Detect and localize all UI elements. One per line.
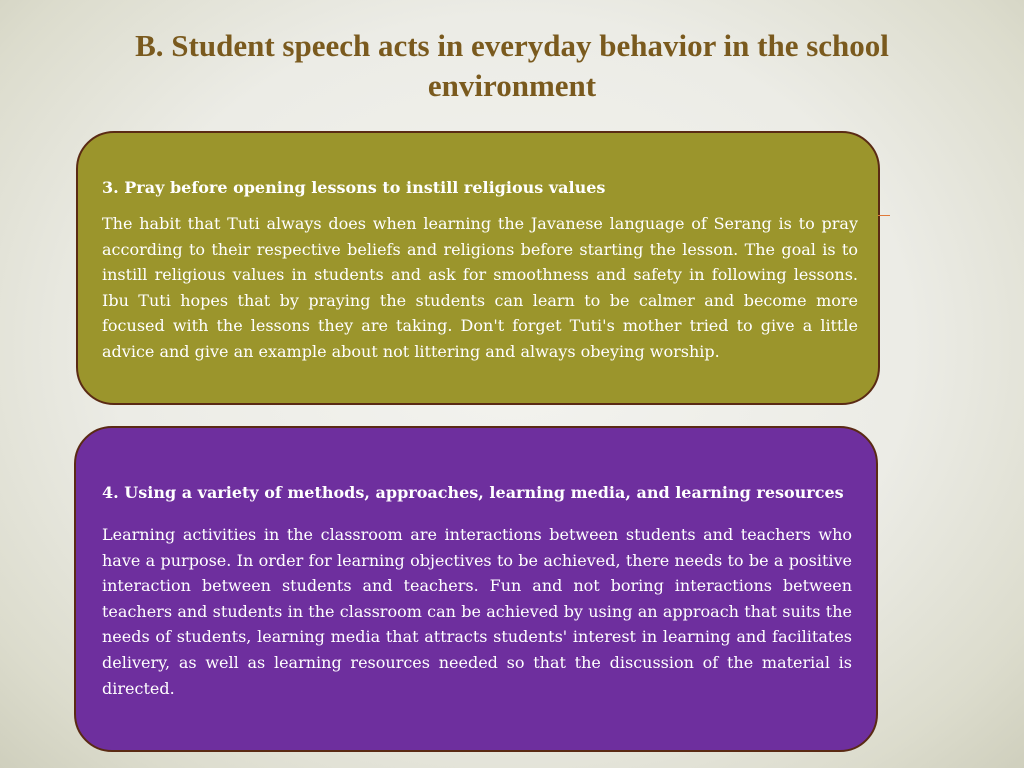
card-heading: 3. Pray before opening lessons to instill religious values (102, 178, 606, 197)
info-card-methods (74, 426, 878, 752)
info-card-prayer (76, 131, 880, 405)
card-heading: 4. Using a variety of methods, approaches, learning media, and learning resources (102, 483, 844, 502)
card-body-text: Learning activities in the classroom are interactions between students and teachers who have a purpose. In order for learning objectives to be achieved, there needs to be a positive interaction between students and teachers. Fun and not boring interactions between teachers and students in the classroom can be achieved by using an approach that suits the needs of students, learning media that attracts students' interest in learning and facilitates delivery, as well as learning resources needed so that the discussion of the material is directed. (102, 525, 852, 698)
card-body-text: The habit that Tuti always does when learning the Javanese language of Serang is to pray according to their respective beliefs and religions before starting the lesson. The goal is to instill religious values in students and ask for smoothness and safety in following lessons. Ibu Tuti hopes that by praying the students can learn to be calmer and become more focused with the lessons they are taking. Don't forget Tuti's mother tried to give a little advice and give an example about not littering and always obeying worship. (102, 214, 858, 361)
slide-title: B. Student speech acts in everyday behavior in the school environment (135, 28, 889, 103)
decorative-tick-line (878, 215, 890, 216)
